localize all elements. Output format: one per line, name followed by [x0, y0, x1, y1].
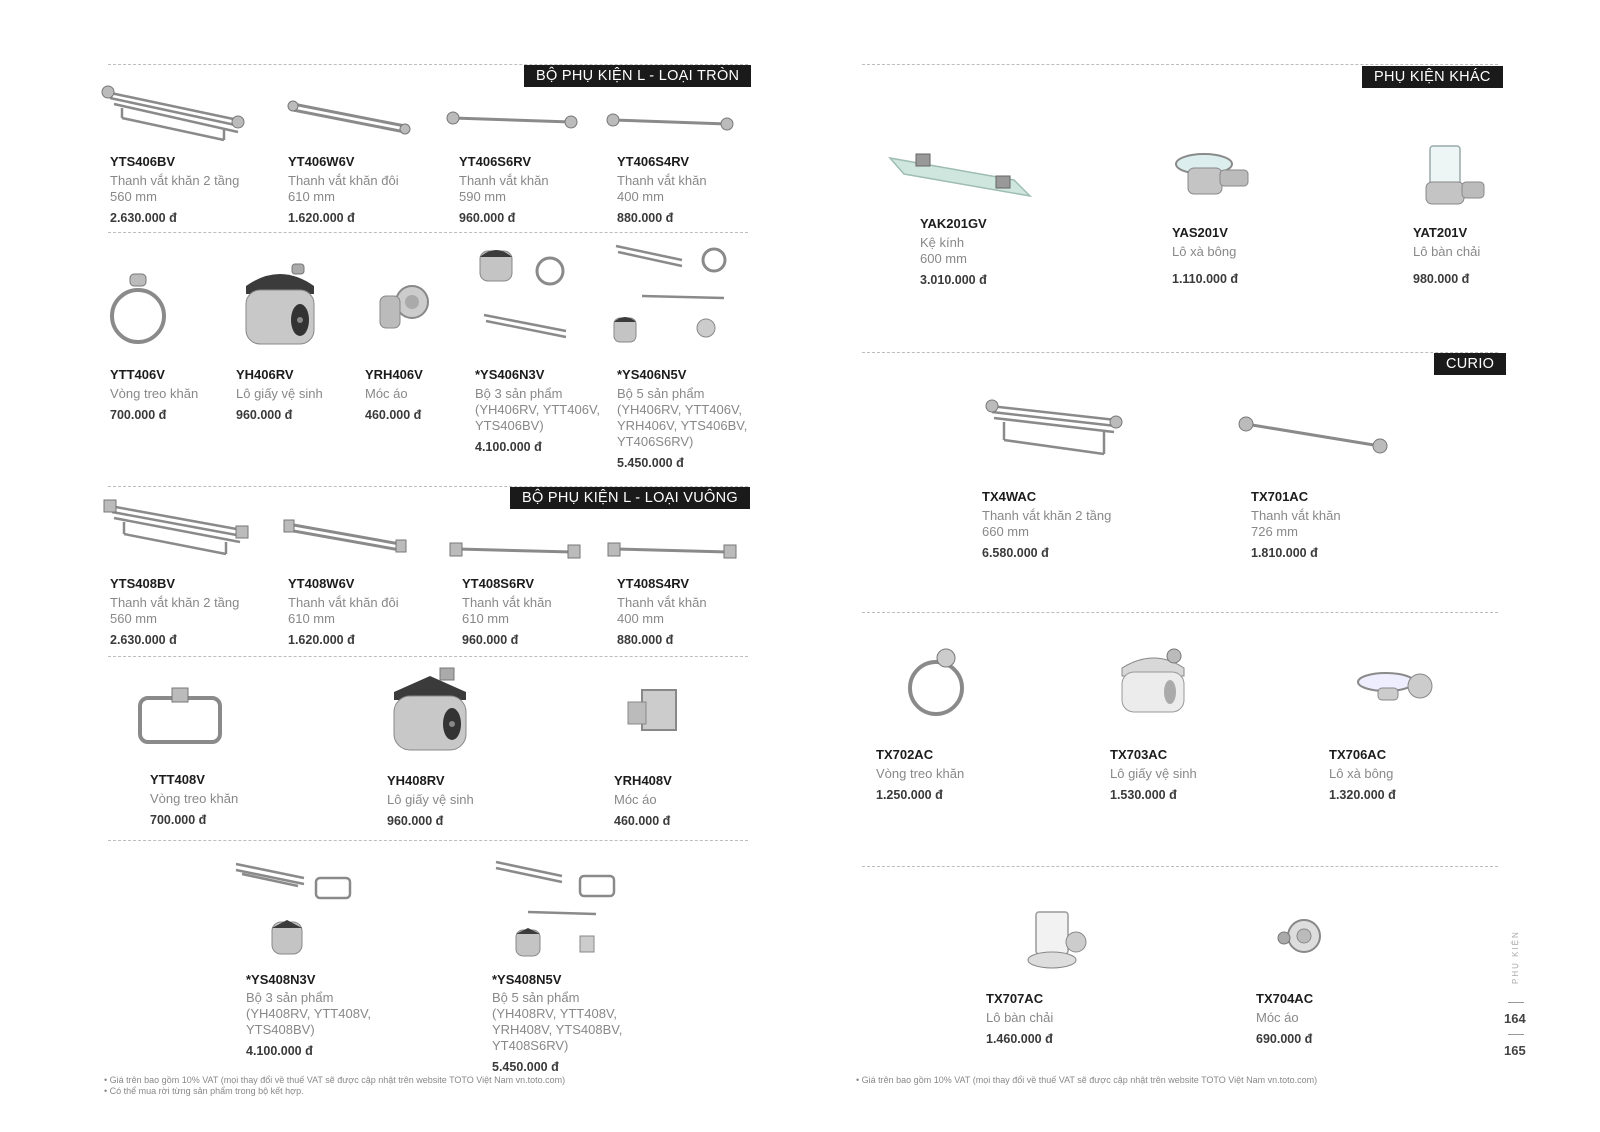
product-desc: Móc áo	[614, 792, 657, 807]
product-code: YT408W6V	[288, 576, 355, 591]
product-code: TX4WAC	[982, 489, 1037, 504]
divider	[862, 866, 1498, 867]
robe-hook-image	[1276, 916, 1322, 958]
product-desc: Thanh vắt khăn 400 mm	[617, 595, 707, 626]
product-desc: Thanh vắt khăn 2 tầng 560 mm	[110, 595, 240, 626]
product-code: YT408S6RV	[462, 576, 535, 591]
product-desc: Lô bàn chải	[986, 1010, 1054, 1025]
product-code: YT406S4RV	[617, 154, 690, 169]
sidebar-label: PHỤ KIỆN	[1511, 930, 1520, 984]
product-price: 1.460.000 đ	[986, 1032, 1053, 1046]
product-desc: Lô xà bông	[1329, 766, 1394, 781]
product-code: TX701AC	[1251, 489, 1309, 504]
product-desc: Bộ 3 sản phẩm (YH408RV, YTT408V, YTS408BV)	[246, 990, 372, 1037]
product-price: 460.000 đ	[614, 814, 671, 828]
product-price: 6.580.000 đ	[982, 546, 1049, 560]
product-desc: Bộ 3 sản phẩm (YH406RV, YTT406V, YTS406BV)	[475, 386, 601, 433]
divider	[862, 612, 1498, 613]
set-5-image	[492, 856, 622, 960]
toilet-paper-holder-image	[390, 666, 470, 756]
product-code: YT408S4RV	[617, 576, 690, 591]
product-price: 1.250.000 đ	[876, 788, 943, 802]
product-code: YTT406V	[110, 367, 165, 382]
product-code: *YS408N5V	[492, 972, 562, 987]
section-band-square: BỘ PHỤ KIỆN L - LOẠI VUÔNG	[510, 487, 750, 509]
product-code: YT406S6RV	[459, 154, 532, 169]
product-desc: Thanh vắt khăn 726 mm	[1251, 508, 1341, 539]
product-desc: Thanh vắt khăn 2 tầng 560 mm	[110, 173, 240, 204]
product-code: TX704AC	[1256, 991, 1314, 1006]
towel-shelf-image	[982, 396, 1128, 462]
product-code: *YS406N3V	[475, 367, 545, 382]
towel-bar-image	[605, 110, 735, 134]
product-price: 460.000 đ	[365, 408, 422, 422]
product-code: TX707AC	[986, 991, 1044, 1006]
product-code: YAS201V	[1172, 225, 1228, 240]
product-price: 3.010.000 đ	[920, 273, 987, 287]
product-price: 1.620.000 đ	[288, 633, 355, 647]
soap-dish-image	[1354, 662, 1436, 712]
tumbler-holder-image	[1422, 142, 1488, 214]
product-code: YAT201V	[1413, 225, 1468, 240]
product-price: 1.620.000 đ	[288, 211, 355, 225]
product-price: 690.000 đ	[1256, 1032, 1313, 1046]
robe-hook-image	[374, 282, 432, 330]
towel-shelf-image	[100, 496, 252, 560]
towel-bar-image	[445, 108, 580, 132]
product-price: 2.630.000 đ	[110, 633, 177, 647]
product-price: 5.450.000 đ	[617, 456, 684, 470]
product-price: 1.110.000 đ	[1172, 272, 1239, 286]
toilet-paper-holder-image	[1118, 646, 1188, 718]
product-code: TX703AC	[1110, 747, 1168, 762]
product-code: YTS408BV	[110, 576, 176, 591]
toilet-paper-holder-image	[240, 258, 320, 350]
product-desc: Thanh vắt khăn 400 mm	[617, 173, 707, 204]
product-price: 5.450.000 đ	[492, 1060, 559, 1074]
soap-dish-image	[1172, 150, 1252, 204]
set-3-image	[478, 245, 578, 345]
product-code: YAK201GV	[920, 216, 987, 231]
glass-shelf-image	[886, 148, 1034, 206]
divider	[862, 64, 1498, 65]
section-band-curio: CURIO	[1434, 353, 1506, 375]
product-code: YRH408V	[614, 773, 672, 788]
product-code: TX702AC	[876, 747, 934, 762]
towel-ring-image	[108, 272, 168, 352]
product-price: 700.000 đ	[150, 813, 207, 827]
towel-bar-image	[606, 540, 740, 562]
product-price: 960.000 đ	[236, 408, 293, 422]
product-desc: Kệ kính 600 mm	[920, 235, 967, 266]
product-desc: Lô giấy vệ sinh	[387, 792, 474, 807]
product-code: YTS406BV	[110, 154, 176, 169]
divider	[862, 352, 1498, 353]
page-number-left: 164	[1504, 1011, 1526, 1026]
product-price: 700.000 đ	[110, 408, 167, 422]
product-code: TX706AC	[1329, 747, 1387, 762]
product-price: 4.100.000 đ	[246, 1044, 313, 1058]
product-code: YH406RV	[236, 367, 294, 382]
product-desc: Thanh vắt khăn 610 mm	[462, 595, 552, 626]
divider	[108, 840, 748, 841]
product-code: YH408RV	[387, 773, 445, 788]
page-number-rule	[1508, 1034, 1524, 1035]
product-desc: Lô bàn chải	[1413, 244, 1481, 259]
product-desc: Thanh vắt khăn đôi 610 mm	[288, 173, 399, 204]
footnote: • Giá trên bao gồm 10% VAT (mọi thay đổi về thuế VAT sẽ được cập nhật trên website TOTO Việt Nam vn.toto.com)	[856, 1075, 1318, 1085]
product-desc: Lô xà bông	[1172, 244, 1237, 259]
product-desc: Thanh vắt khăn đôi 610 mm	[288, 595, 399, 626]
product-desc: Vòng treo khăn	[876, 766, 965, 781]
towel-shelf-image	[98, 78, 248, 146]
double-towel-bar-image	[285, 98, 415, 138]
page-number-right: 165	[1504, 1043, 1526, 1058]
product-price: 880.000 đ	[617, 633, 674, 647]
product-price: 4.100.000 đ	[475, 440, 542, 454]
product-price: 1.320.000 đ	[1329, 788, 1396, 802]
divider	[108, 232, 748, 233]
towel-bar-image	[1236, 416, 1392, 456]
section-band-round: BỘ PHỤ KIỆN L - LOẠI TRÒN	[524, 65, 751, 87]
product-desc: Bộ 5 sản phẩm (YH408RV, YTT408V, YRH408V, YTS408BV, YT408S6RV)	[492, 990, 623, 1053]
product-code: YT406W6V	[288, 154, 355, 169]
set-5-image	[612, 240, 730, 348]
product-price: 880.000 đ	[617, 211, 674, 225]
product-code: YRH406V	[365, 367, 423, 382]
robe-hook-image	[624, 686, 682, 738]
towel-bar-image	[448, 540, 583, 562]
product-desc: Vòng treo khăn	[110, 386, 199, 401]
product-desc: Thanh vắt khăn 2 tầng 660 mm	[982, 508, 1112, 539]
set-3-image	[232, 858, 356, 960]
product-desc: Móc áo	[1256, 1010, 1299, 1025]
tumbler-holder-image	[1024, 908, 1090, 978]
divider	[108, 656, 748, 657]
product-price: 1.530.000 đ	[1110, 788, 1177, 802]
product-desc: Vòng treo khăn	[150, 791, 239, 806]
product-code: *YS408N3V	[246, 972, 316, 987]
product-code: YTT408V	[150, 772, 205, 787]
page-number-rule	[1508, 1002, 1524, 1003]
product-price: 960.000 đ	[462, 633, 519, 647]
section-band-other: PHỤ KIỆN KHÁC	[1362, 66, 1503, 88]
double-towel-bar-image	[282, 518, 408, 554]
product-desc: Móc áo	[365, 386, 408, 401]
footnote: • Giá trên bao gồm 10% VAT (mọi thay đổi về thuế VAT sẽ được cập nhật trên website TOTO Việt Nam vn.toto.com) • Có thể mua rời từng sản phẩm trong bộ kết hợp.	[104, 1075, 566, 1096]
towel-ring-image	[904, 646, 968, 720]
product-price: 2.630.000 đ	[110, 211, 177, 225]
product-code: *YS406N5V	[617, 367, 687, 382]
product-desc: Bộ 5 sản phẩm (YH406RV, YTT406V, YRH406V, YTS406BV, YT406S6RV)	[617, 386, 748, 449]
product-price: 960.000 đ	[387, 814, 444, 828]
product-price: 980.000 đ	[1413, 272, 1470, 286]
product-price: 1.810.000 đ	[1251, 546, 1318, 560]
product-price: 960.000 đ	[459, 211, 516, 225]
towel-ring-image	[136, 686, 224, 748]
product-desc: Lô giấy vệ sinh	[1110, 766, 1197, 781]
product-desc: Lô giấy vệ sinh	[236, 386, 323, 401]
product-desc: Thanh vắt khăn 590 mm	[459, 173, 549, 204]
